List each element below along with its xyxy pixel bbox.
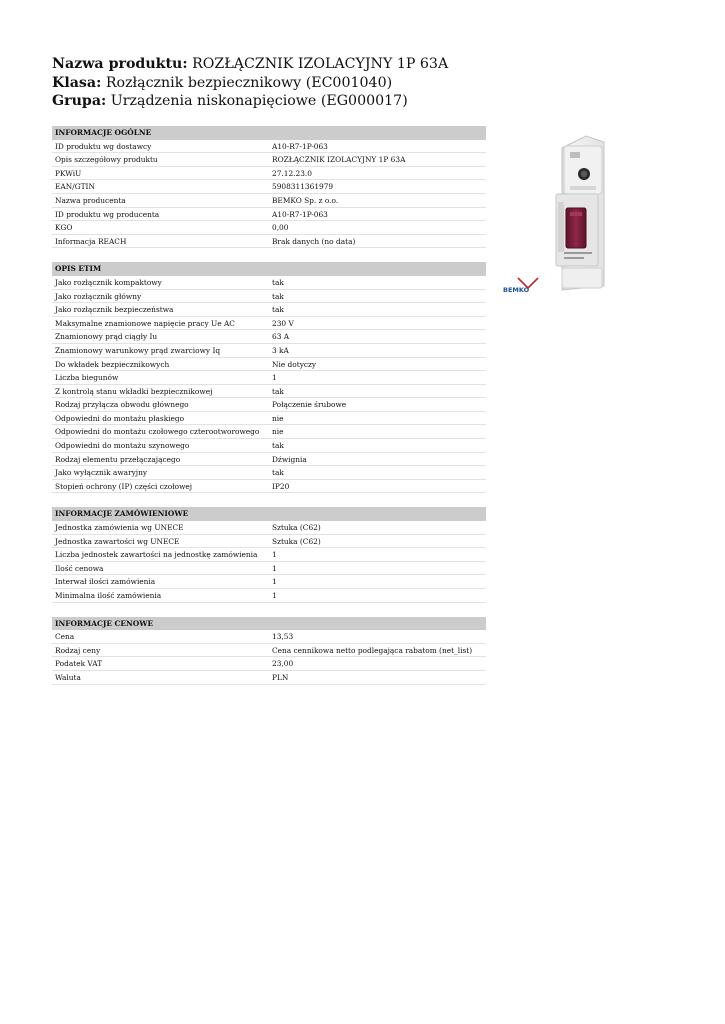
row-key: Znamionowy prąd ciągły Iu [55,332,158,342]
row-value: nie [272,427,284,437]
row-key: Nazwa producenta [55,195,126,205]
product-header [52,55,692,111]
product-group-line [52,92,692,111]
row-value: Sztuka (C62) [272,523,321,533]
row-key: Rodzaj ceny [55,645,101,655]
product-class-value: Rozłącznik bezpiecznikowy (EC001040) [105,74,393,91]
row-key: Rodzaj przyłącza obwodu głównego [55,400,189,410]
table-row [52,425,486,439]
table-row [52,140,486,154]
table-row [52,344,486,358]
row-value: 1 [272,563,277,573]
table-row [52,317,486,331]
row-value: tak [272,291,284,301]
row-value: tak [272,277,284,287]
product-photo [500,128,690,298]
row-key: PKWiU [55,168,82,178]
table-row [52,194,486,208]
spec-section [52,262,486,493]
row-key: Jako wyłącznik awaryjny [55,468,148,478]
table-row [52,398,486,412]
table-row [52,657,486,671]
product-image [500,128,690,298]
row-value: nie [272,413,284,423]
row-key: Rodzaj elementu przełączającego [55,454,181,464]
row-value: PLN [272,672,289,682]
row-key: ID produktu wg dostawcy [55,141,152,151]
table-row [52,412,486,426]
row-key: KGO [55,223,73,233]
table-row [52,548,486,562]
row-key: Stopień ochrony (IP) części czołowej [55,481,193,491]
row-key: Informacja REACH [55,236,127,246]
row-value: Sztuka (C62) [272,536,321,546]
product-name-value: ROZŁĄCZNIK IZOLACYJNY 1P 63A [192,56,449,72]
table-row [52,167,486,181]
row-value: 1 [272,373,277,383]
row-value: 1 [272,591,277,600]
row-value: tak [272,468,284,478]
product-name-key: Nazwa produktu: [52,56,188,72]
row-value: Dźwignia [272,454,307,464]
table-row [52,562,486,576]
logo-text: BEMKO [503,286,530,294]
row-key: Liczba biegunów [55,373,119,383]
spec-section [52,507,486,602]
table-row [52,153,486,167]
table-row [52,644,486,658]
row-key: Znamionowy warunkowy prąd zwarciowy Iq [55,345,221,355]
row-value: 23,00 [272,659,294,669]
row-key: Odpowiedni do montażu płaskiego [55,413,185,423]
table-row [52,589,486,603]
table-row [52,330,486,344]
table-row [52,290,486,304]
product-class-line [52,74,692,93]
row-value: IP20 [272,481,290,491]
row-key: Cena [55,632,75,642]
row-key: Do wkładek bezpiecznikowych [55,359,170,369]
section-title: INFORMACJE OGÓLNE [52,126,486,140]
row-key: Opis szczegółowy produktu [55,155,158,165]
row-key: Waluta [55,672,81,682]
row-key: Minimalna ilość zamówienia [55,591,162,600]
row-value: 5908311361979 [272,182,334,192]
row-value: 1 [272,577,277,587]
row-value: ROZŁĄCZNIK IZOLACYJNY 1P 63A [272,155,406,165]
row-key: Liczba jednostek zawartości na jednostkę zamówienia [55,550,258,560]
row-key: Podatek VAT [55,659,103,669]
row-value: 1 [272,550,277,560]
row-value: tak [272,441,284,451]
table-row [52,521,486,535]
row-key: Maksymalne znamionowe napięcie pracy Ue AC [55,318,235,328]
table-row [52,221,486,235]
table-row [52,235,486,249]
row-key: EAN/GTIN [55,182,95,192]
row-key: Jako rozłącznik kompaktowy [55,277,162,287]
row-key: Odpowiedni do montażu czołowego czterootworowego [55,427,260,437]
spec-section [52,126,486,248]
product-group-value: Urządzenia niskonapięciowe (EG000017) [110,93,408,109]
section-title: INFORMACJE CENOWE [52,617,486,631]
row-value: 230 V [272,318,294,328]
row-value: A10-R7-1P-063 [272,209,328,219]
table-row [52,630,486,644]
table-row [52,439,486,453]
table-row [52,180,486,194]
table-row [52,671,486,685]
row-key: Jako rozłącznik główny [55,291,142,301]
row-value: BEMKO Sp. z o.o. [272,195,339,205]
row-key: Jednostka zawartości wg UNECE [55,536,180,546]
row-key: Jednostka zamówienia wg UNECE [55,523,184,533]
row-value: tak [272,305,284,315]
table-row [52,535,486,549]
row-value: 0,00 [272,223,289,233]
table-row [52,480,486,494]
row-key: Jako rozłącznik bezpieczeństwa [55,305,174,315]
spec-sections [52,126,486,699]
row-value: 27.12.23.0 [272,168,312,178]
row-value: Brak danych (no data) [272,236,356,246]
table-row [52,358,486,372]
row-value: 13,53 [272,632,294,642]
bemko-logo [503,278,538,294]
section-title: INFORMACJE ZAMÓWIENIOWE [52,507,486,521]
section-title: OPIS ETIM [52,262,486,276]
row-key: ID produktu wg producenta [55,209,160,219]
product-name-line [52,55,692,74]
row-value: tak [272,386,284,396]
table-row [52,575,486,589]
row-value: Połączenie śrubowe [272,400,347,410]
row-key: Ilość cenowa [55,563,104,573]
row-value: Nie dotyczy [272,359,317,369]
spec-section [52,617,486,685]
table-row [52,276,486,290]
table-row [52,466,486,480]
table-row [52,208,486,222]
table-row [52,385,486,399]
product-group-key: Grupa: [52,93,107,109]
product-class-key: Klasa: [52,74,102,91]
row-key: Z kontrolą stanu wkładki bezpiecznikowej [55,386,213,396]
row-key: Odpowiedni do montażu szynowego [55,441,190,451]
row-value: Cena cennikowa netto podlegająca rabatom (net_list) [272,645,473,655]
row-key: Interwał ilości zamówienia [55,577,156,587]
row-value: 63 A [272,332,290,342]
table-row [52,303,486,317]
row-value: A10-R7-1P-063 [272,141,328,151]
table-row [52,453,486,467]
row-value: 3 kA [272,345,289,355]
table-row [52,371,486,385]
